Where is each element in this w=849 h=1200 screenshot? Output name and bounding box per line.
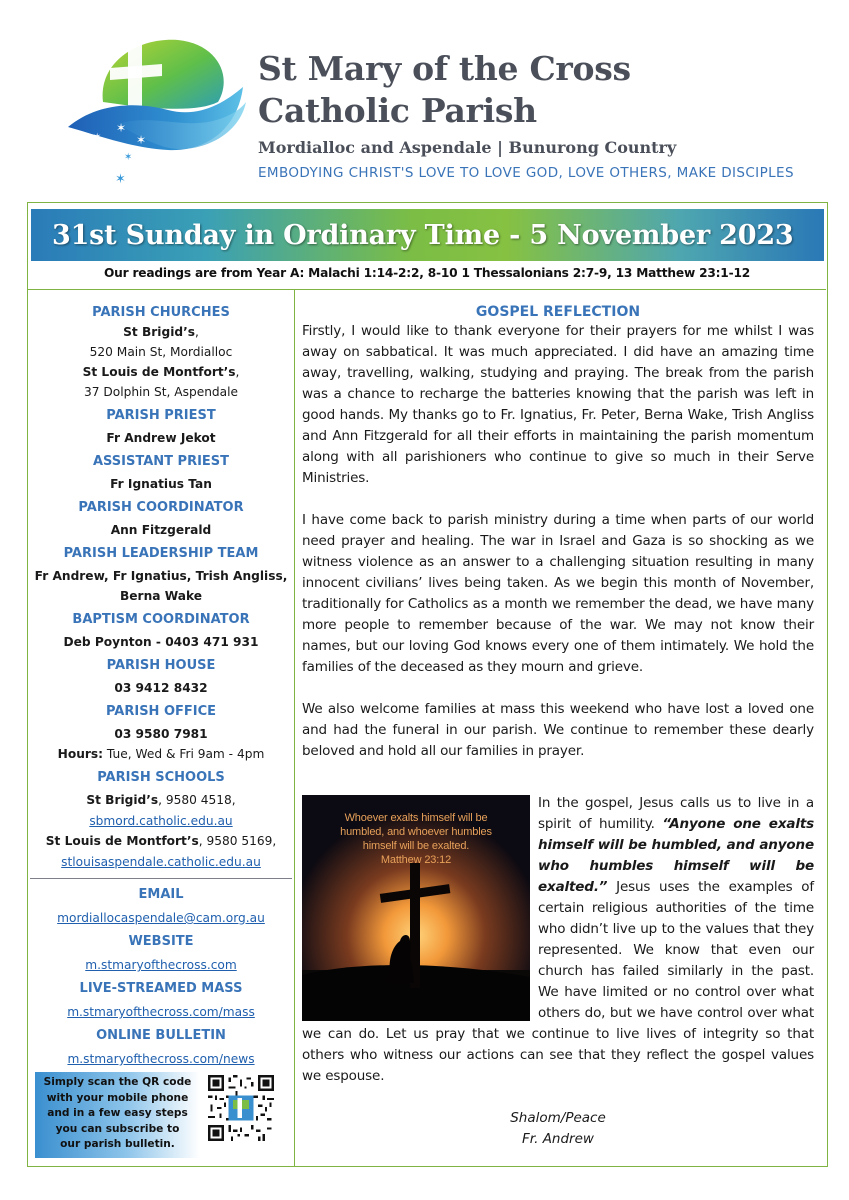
office-heading: PARISH OFFICE [105, 704, 217, 719]
signoff-greeting: Shalom/Peace [510, 1110, 606, 1126]
sidebar-divider [30, 878, 292, 879]
hours-label: Hours: [57, 747, 104, 761]
assistant-heading: ASSISTANT PRIEST [92, 454, 230, 469]
svg-text:✶: ✶ [116, 121, 127, 135]
qr-subscribe-box [35, 1072, 285, 1160]
reflection-paragraph-1: Firstly, I would like to thank everyone for their prayers for me whilst I was away on sabbatical. It was much appreciated. I did have an amazing time away, travelling, walking, studying and praying. The break from the parish was a chance to recharge the batteries knowing that the parish was left in good hands. My thanks go to Fr. Ignatius, Fr. Peter, Berna Wake, Trish Angliss and Ann Fitzgerald for all their efforts in maintaining the parish momentum along with all parishioners who continue to give so much in their Serve Ministries. [302, 323, 814, 486]
image-quote-line3: himself will be exalted. [362, 840, 470, 852]
office-section [28, 702, 294, 764]
paragraph4-start: In the gospel, Jesus calls us to live in a spirit of humility. [538, 795, 814, 832]
school1-phone: , 9580 4518, [158, 793, 236, 807]
readings-divider [28, 289, 826, 290]
qr-note-line: with your mobile phone [46, 1091, 189, 1104]
office-phone: 03 9580 7981 [114, 727, 208, 741]
leadership-line2: Berna Wake [120, 589, 202, 603]
priest-name: Fr Andrew Jekot [106, 431, 216, 445]
school1-name: St Brigid’s [86, 793, 159, 807]
coordinator-name: Ann Fitzgerald [110, 523, 212, 537]
qr-note-line: and in a few easy steps [47, 1107, 188, 1119]
reflection-paragraph-2: I have come back to parish ministry during a time when parts of our world need prayer and healing. The war in Israel and Gaza is so shocking as we witness violence as an answer to a challenging situation resulting in many innocent civilians’ lives being taken. As we begin this month of November, traditionally for Catholics as a month we remember the dead, we have many more people to remember because of the war. We may not know their names, but our loving God knows every one of them intimately. We hold the families of the deceased as they mourn and grieve. [302, 512, 814, 675]
assistant-name: Fr Ignatius Tan [110, 477, 212, 491]
bulletin-section [28, 1026, 294, 1069]
qr-note-line: you can subscribe to [55, 1122, 180, 1135]
parish-location: Mordialloc and Aspendale | Bunurong Country [258, 138, 677, 157]
church1-name: St Brigid’s [123, 325, 195, 339]
baptism-section [28, 610, 294, 652]
parish-title-line1: St Mary of the Cross [258, 49, 631, 88]
qr-note-line: Simply scan the QR code [43, 1076, 192, 1088]
image-quote-line1: Whoever exalts himself will be [344, 812, 488, 824]
qr-instructions [35, 1072, 200, 1158]
gospel-heading: GOSPEL REFLECTION [475, 304, 641, 320]
churches-heading: PARISH CHURCHES [92, 305, 230, 320]
house-phone: 03 9412 8432 [114, 681, 208, 695]
church2-comma: , [235, 365, 240, 379]
svg-text:✶: ✶ [124, 152, 133, 163]
bulletin-heading: ONLINE BULLETIN [96, 1028, 226, 1043]
church2-address: 37 Dolphin St, Aspendale [83, 385, 239, 399]
page-header [0, 0, 849, 200]
school2-phone: , 9580 5169, [198, 834, 277, 848]
leadership-line1: Fr Andrew, Fr Ignatius, Trish Angliss, [34, 569, 288, 583]
bulletin-link[interactable]: m.stmaryofthecross.com/news [67, 1052, 255, 1066]
parish-tagline: EMBODYING CHRIST'S LOVE TO LOVE GOD, LOVE OTHERS, MAKE DISCIPLES [258, 165, 794, 181]
sunday-banner [31, 209, 824, 261]
column-divider [294, 289, 295, 1166]
email-section [28, 885, 294, 928]
hours-value: Tue, Wed & Fri 9am - 4pm [103, 747, 265, 761]
qr-note-line: our parish bulletin. [60, 1138, 175, 1150]
livestream-heading: LIVE-STREAMED MASS [79, 981, 243, 996]
schools-heading: PARISH SCHOOLS [97, 770, 225, 785]
parish-title-block [258, 48, 794, 181]
sidebar [28, 303, 294, 1069]
reflection-paragraph-4 [302, 783, 814, 1087]
reflection-paragraph-3: We also welcome families at mass this weekend who have lost a loved one and had the funeral in our parish. We continue to remember these dearly beloved and hold all our families in prayer. [302, 701, 814, 759]
churches-section [28, 303, 294, 402]
church2-name: St Louis de Montfort’s [82, 365, 236, 379]
bulletin-frame [27, 202, 828, 1167]
livestream-link[interactable]: m.stmaryofthecross.com/mass [67, 1005, 255, 1019]
leadership-heading: PARISH LEADERSHIP TEAM [63, 546, 259, 561]
coordinator-section [28, 498, 294, 540]
assistant-section [28, 452, 294, 494]
leadership-section [28, 544, 294, 606]
sunday-title: 31st Sunday in Ordinary Time - 5 November 2023 [52, 219, 794, 251]
priest-section [28, 406, 294, 448]
parish-logo [58, 32, 248, 187]
house-heading: PARISH HOUSE [106, 658, 216, 673]
email-heading: EMAIL [138, 887, 184, 902]
coordinator-heading: PARISH COORDINATOR [78, 500, 244, 515]
schools-section [28, 768, 294, 872]
image-quote-line2: humbled, and whoever humbles [340, 826, 492, 838]
qr-code-icon[interactable] [208, 1075, 274, 1141]
priest-heading: PARISH PRIEST [106, 408, 216, 423]
signoff-name: Fr. Andrew [522, 1131, 594, 1147]
paragraph4-end: Jesus uses the examples of certain religious authorities of the time who didn’t live up to the values that they represented. We know that even our church has failed similarly in the past. We have limited or no control over what others do, but we have control over what we can do. Let us pray that we continue to live lives of integrity so that others who witness our actions can see that they reflect the gospel values we espouse. [302, 879, 814, 1084]
church1-comma: , [194, 325, 199, 339]
school1-link[interactable]: sbmord.catholic.edu.au [89, 814, 233, 828]
baptism-contact: Deb Poynton - 0403 471 931 [63, 635, 259, 649]
website-link[interactable]: m.stmaryofthecross.com [85, 958, 237, 972]
svg-text:✶: ✶ [93, 132, 102, 143]
readings-line: Our readings are from Year A: Malachi 1:14-2:2, 8-10 1 Thessalonians 2:7-9, 13 Matthew 23:1-12 [103, 266, 751, 280]
house-section [28, 656, 294, 698]
website-heading: WEBSITE [128, 934, 194, 949]
main-column [302, 303, 814, 1150]
image-quote-reference: Matthew 23:12 [380, 854, 452, 866]
svg-text:✶: ✶ [136, 133, 147, 147]
svg-text:✶: ✶ [115, 172, 126, 187]
website-section [28, 932, 294, 975]
gospel-quote: “Anyone one exalts himself will be humbled, and anyone who humbles himself will be exalted.” [538, 816, 815, 895]
cross-kneeling-image [302, 795, 530, 1021]
email-link[interactable]: mordiallocaspendale@cam.org.au [57, 911, 265, 925]
livestream-section [28, 979, 294, 1022]
baptism-heading: BAPTISM COORDINATOR [72, 612, 250, 627]
school2-link[interactable]: stlouisaspendale.catholic.edu.au [61, 855, 261, 869]
school2-name: St Louis de Montfort’s [45, 834, 199, 848]
parish-title-line2: Catholic Parish [258, 91, 537, 130]
church1-address: 520 Main St, Mordialloc [89, 345, 233, 359]
